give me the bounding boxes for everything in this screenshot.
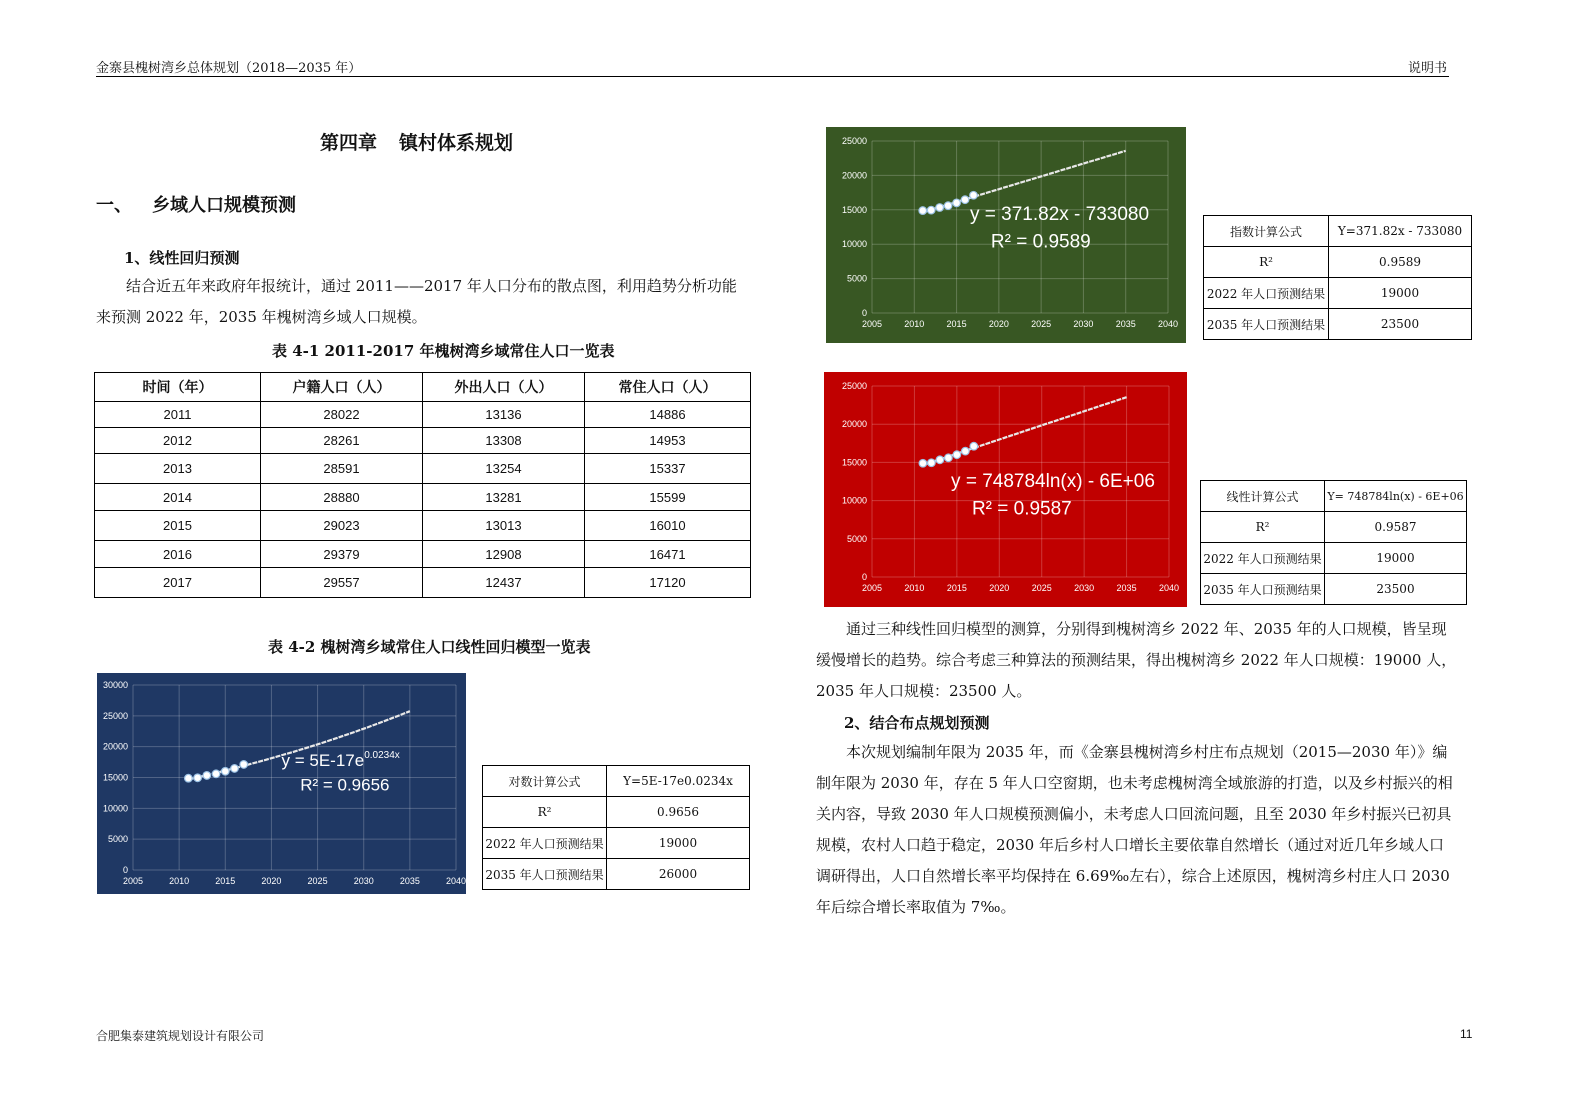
y-tick-label: 20000	[841, 170, 867, 181]
table-row	[1204, 247, 1472, 278]
x-tick-label: 2030	[1073, 319, 1094, 329]
table-cell: 23500	[1329, 309, 1472, 340]
table-row	[95, 511, 751, 541]
x-tick-label: 2025	[1031, 319, 1052, 329]
data-point	[194, 774, 202, 782]
y-tick-label: 0	[122, 865, 128, 875]
data-point	[919, 207, 927, 215]
table-row	[483, 828, 750, 859]
column-header: 常住人口（人）	[585, 373, 751, 402]
column-header: 时间（年）	[95, 373, 261, 402]
x-tick-label: 2015	[946, 319, 967, 329]
header-divider	[96, 76, 1449, 77]
data-point	[936, 204, 944, 212]
data-point	[203, 772, 211, 780]
x-tick-label: 2035	[399, 876, 420, 886]
paragraph-line: 通过三种线性回归模型的测算，分别得到槐树湾乡 2022 年、2035 年的人口规模，皆呈现	[846, 620, 1447, 638]
x-tick-label: 2030	[1074, 583, 1095, 593]
table-row	[483, 797, 750, 828]
table-cell: 15599	[585, 484, 751, 511]
table-cell: 2016	[95, 541, 261, 568]
table-row	[1201, 481, 1467, 512]
table-cell: 14953	[585, 428, 751, 454]
chapter-name: 镇村体系规划	[399, 132, 514, 154]
section-title: 乡域人口规模预测	[152, 195, 296, 216]
exponential-trend-chart	[97, 673, 466, 894]
table-cell: 29557	[261, 568, 423, 598]
paragraph-1	[96, 271, 756, 333]
section-heading	[96, 191, 296, 217]
table-cell: 26000	[607, 859, 750, 890]
chapter-number: 第四章	[320, 132, 378, 154]
y-tick-label: 10000	[841, 239, 867, 250]
data-point	[221, 767, 229, 775]
x-tick-label: 2010	[169, 876, 190, 886]
trend-equation: $y = 5E-17e^{0.0234x}$	[281, 749, 400, 770]
paragraph-line: 来预测 2022 年，2035 年槐树湾乡域人口规模。	[96, 308, 427, 326]
table-cell: Y=5E-17e0.0234x	[607, 766, 750, 797]
data-point	[919, 459, 927, 467]
y-tick-label: 5000	[846, 533, 867, 544]
x-tick-label: 2030	[353, 876, 374, 886]
linear-trend-chart	[826, 127, 1186, 343]
table-row	[483, 766, 750, 797]
paragraph-line: 规模，农村人口趋于稳定，2030 年后乡村人口增长主要依靠自然增长（通过对近几年乡域人口	[816, 836, 1444, 854]
table-row	[1204, 309, 1472, 340]
table-row	[1201, 574, 1467, 605]
y-tick-label: 10000	[841, 495, 867, 506]
data-point	[936, 456, 944, 464]
column-header: 外出人口（人）	[423, 373, 585, 402]
x-tick-label: 2040	[1157, 319, 1179, 329]
subsection-2-heading: 2、结合布点规划预测	[844, 714, 990, 732]
table-cell: 16010	[585, 511, 751, 541]
table-cell: 13281	[423, 484, 585, 511]
table-cell: 12908	[423, 541, 585, 568]
x-tick-label: 2015	[946, 583, 967, 593]
y-tick-label: 25000	[102, 710, 128, 721]
table-row	[1204, 278, 1472, 309]
page-number: 11	[1460, 1027, 1473, 1041]
table-row	[95, 454, 751, 484]
trend-equation: y = 371.82x - 733080	[970, 203, 1150, 225]
table-cell: 19000	[1329, 278, 1472, 309]
table-header-row	[95, 373, 751, 402]
table-cell: 29379	[261, 541, 423, 568]
table-cell: 0.9587	[1325, 512, 1467, 543]
y-tick-label: 15000	[102, 772, 128, 783]
table-cell: 2035 年人口预测结果	[483, 859, 607, 890]
subsection-1-heading: 1、线性回归预测	[124, 249, 240, 267]
table-cell: 2012	[95, 428, 261, 454]
trend-equation: y = 748784ln(x) - 6E+06	[951, 471, 1155, 493]
x-tick-label: 2040	[1158, 583, 1180, 593]
table-row	[95, 402, 751, 428]
y-tick-label: 10000	[102, 803, 128, 814]
table-row	[1204, 216, 1472, 247]
r-squared-label: R² = 0.9589	[990, 231, 1091, 253]
table-cell: 线性计算公式	[1201, 481, 1325, 512]
table-row	[1201, 543, 1467, 574]
footer-company: 合肥集泰建筑规划设计有限公司	[96, 1029, 265, 1043]
table-cell: 17120	[585, 568, 751, 598]
table-cell: 2035 年人口预测结果	[1204, 309, 1329, 340]
y-tick-label: 5000	[846, 273, 867, 284]
paragraph-line: 制年限为 2030 年，存在 5 年人口空窗期，也未考虑槐树湾全域旅游的打造，以及乡村振兴的相	[816, 774, 1453, 792]
x-tick-label: 2035	[1115, 319, 1136, 329]
logarithmic-trend-chart	[824, 372, 1187, 607]
table-row	[95, 568, 751, 598]
table-cell: 14886	[585, 402, 751, 428]
x-tick-label: 2015	[215, 876, 236, 886]
y-tick-label: 15000	[841, 457, 867, 468]
table-2-caption: 表 4-2 槐树湾乡域常住人口线性回归模型一览表	[268, 638, 591, 656]
table-cell: 2022 年人口预测结果	[1201, 543, 1325, 574]
table-cell: 对数计算公式	[483, 766, 607, 797]
table-cell: 28022	[261, 402, 423, 428]
x-tick-label: 2020	[988, 319, 1009, 329]
table-cell: 2035 年人口预测结果	[1201, 574, 1325, 605]
table-cell: 28261	[261, 428, 423, 454]
section-number: 一、	[96, 195, 132, 216]
paragraph-line: 年后综合增长率取值为 7‰。	[816, 898, 1016, 916]
table-row	[1201, 512, 1467, 543]
data-point	[212, 770, 220, 778]
table-cell: R²	[1201, 512, 1325, 543]
table-cell: R²	[483, 797, 607, 828]
table-cell: R²	[1204, 247, 1329, 278]
table-cell: 23500	[1325, 574, 1467, 605]
table-row	[95, 428, 751, 454]
header-title: 金寨县槐树湾乡总体规划（2018—2035 年）	[96, 61, 362, 76]
table-cell: 13308	[423, 428, 585, 454]
table-cell: 12437	[423, 568, 585, 598]
table-row	[95, 484, 751, 511]
data-point	[961, 196, 969, 204]
paragraph-line: 2035 年人口规模：23500 人。	[816, 682, 1032, 700]
table-cell: 2013	[95, 454, 261, 484]
table-1-caption: 表 4-1 2011-2017 年槐树湾乡域常住人口一览表	[272, 342, 615, 360]
formula-table-linear	[1203, 215, 1472, 340]
table-cell: 13013	[423, 511, 585, 541]
table-cell: Y= 748784ln(x) - 6E+06	[1325, 481, 1467, 512]
x-tick-label: 2025	[307, 876, 328, 886]
paragraph-line: 关内容，导致 2030 年人口规模预测偏小，未考虑人口回流问题，且至 2030 年乡村振兴已初具	[816, 805, 1452, 823]
data-point	[928, 459, 936, 467]
table-cell: 2015	[95, 511, 261, 541]
x-tick-label: 2010	[904, 319, 925, 329]
table-cell: 28591	[261, 454, 423, 484]
r-squared-label: R² = 0.9587	[971, 498, 1072, 520]
data-point	[970, 442, 978, 450]
header-doc-type: 说明书	[1408, 61, 1448, 76]
chapter-title	[320, 128, 513, 155]
table-cell: 0.9589	[1329, 247, 1472, 278]
table-cell: 16471	[585, 541, 751, 568]
data-point	[927, 206, 935, 214]
paragraph-line: 结合近五年来政府年报统计，通过 2011——2017 年人口分布的散点图，利用趋势分析功能	[126, 277, 737, 295]
table-row	[95, 541, 751, 568]
table-cell: 0.9656	[607, 797, 750, 828]
data-point	[185, 774, 193, 782]
table-cell: 指数计算公式	[1204, 216, 1329, 247]
formula-table-logarithmic	[1200, 480, 1467, 605]
table-cell: 2017	[95, 568, 261, 598]
y-tick-label: 20000	[841, 419, 867, 430]
table-cell: 28880	[261, 484, 423, 511]
table-cell: 19000	[1325, 543, 1467, 574]
y-tick-label: 15000	[841, 204, 867, 215]
y-tick-label: 25000	[841, 136, 867, 146]
y-tick-label: 0	[861, 572, 867, 582]
formula-table-exponential	[482, 765, 750, 890]
x-tick-label: 2025	[1031, 583, 1052, 593]
equation-exponent: 0.0234x	[364, 749, 400, 761]
x-tick-label: 2010	[904, 583, 925, 593]
column-header: 户籍人口（人）	[261, 373, 423, 402]
table-cell: 13254	[423, 454, 585, 484]
y-tick-label: 0	[861, 308, 867, 318]
chart-background	[97, 673, 466, 894]
paragraph-line: 缓慢增长的趋势。综合考虑三种算法的预测结果，得出槐树湾乡 2022 年人口规模：19000 人，	[816, 651, 1457, 669]
x-tick-label: 2035	[1116, 583, 1137, 593]
data-point	[231, 765, 239, 773]
table-row	[483, 859, 750, 890]
x-tick-label: 2020	[989, 583, 1010, 593]
paragraph-3	[816, 737, 1481, 923]
y-tick-label: 25000	[841, 381, 867, 391]
table-cell: 2011	[95, 402, 261, 428]
table-cell: 19000	[607, 828, 750, 859]
table-cell: 2022 年人口预测结果	[1204, 278, 1329, 309]
table-cell: Y=371.82x - 733080	[1329, 216, 1472, 247]
x-tick-label: 2020	[261, 876, 282, 886]
x-tick-label: 2005	[861, 319, 883, 329]
data-point	[953, 451, 961, 459]
table-cell: 29023	[261, 511, 423, 541]
table-cell: 2014	[95, 484, 261, 511]
table-cell: 15337	[585, 454, 751, 484]
paragraph-line: 调研得出，人口自然增长率平均保持在 6.69‰左右），综合上述原因，槐树湾乡村庄人口 2030	[816, 867, 1450, 885]
y-tick-label: 5000	[107, 834, 128, 845]
y-tick-label: 30000	[102, 680, 128, 690]
data-point	[970, 191, 978, 199]
y-tick-label: 20000	[102, 741, 128, 752]
table-cell: 13136	[423, 402, 585, 428]
x-tick-label: 2040	[445, 876, 466, 886]
x-tick-label: 2005	[861, 583, 883, 593]
r-squared-label: R² = 0.9656	[300, 775, 390, 795]
data-point	[240, 761, 248, 769]
data-point	[962, 447, 970, 455]
table-cell: 2022 年人口预测结果	[483, 828, 607, 859]
data-point	[953, 199, 961, 207]
data-point	[944, 202, 952, 210]
data-point	[945, 454, 953, 462]
paragraph-2	[816, 614, 1476, 707]
population-table	[94, 372, 751, 598]
paragraph-line: 本次规划编制年限为 2035 年，而《金寨县槐树湾乡村庄布点规划（2015—2030 年）》编	[846, 743, 1448, 761]
x-tick-label: 2005	[122, 876, 144, 886]
